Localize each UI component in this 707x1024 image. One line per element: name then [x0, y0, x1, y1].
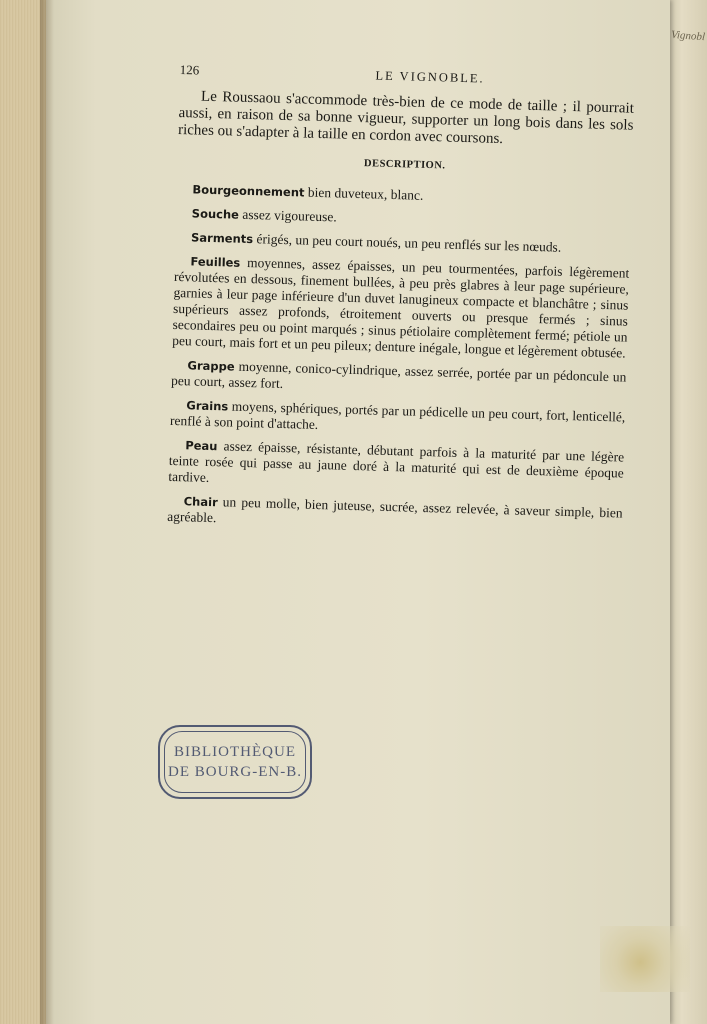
entry-term: Chair	[183, 494, 218, 510]
description-entry	[172, 253, 630, 362]
page-number: 126	[179, 62, 200, 78]
next-page-fragment: Vignobl	[670, 28, 706, 44]
description-entry	[176, 181, 631, 210]
stamp-line-1: BIBLIOTHÈQUE	[174, 744, 296, 760]
description-entry	[175, 229, 630, 258]
entry-term: Souche	[191, 206, 240, 222]
description-entry	[168, 437, 624, 498]
description-entry	[170, 397, 626, 442]
library-stamp	[158, 725, 312, 799]
entry-term: Peau	[185, 438, 218, 454]
entry-text: moyens, sphériques, portés par un pédicelle un peu court, fort, lenticellé, renflé à son point d'attache.	[169, 398, 626, 432]
description-entry	[167, 493, 623, 538]
entry-term: Sarments	[190, 230, 254, 247]
entry-text: bien duveteux, blanc.	[304, 184, 424, 203]
running-title: LE VIGNOBLE.	[375, 68, 485, 86]
stamp-line-2: DE BOURG-EN-B.	[168, 764, 302, 780]
entry-text: érigés, un peu court noués, un peu renflés sur les nœuds.	[252, 231, 562, 255]
intro-paragraph: Le Roussaou s'accommode très-bien de ce mode de taille ; il pourrait aussi, en raison de sa bonne vigueur, supporter un long bois dans les sols riches ou s'adapter à la taille en cordon avec coursons.	[177, 88, 635, 148]
entry-text: moyenne, conico-cylindrique, assez serrée, portée par un pédoncule un peu court, assez fort.	[170, 358, 627, 392]
entry-text: assez vigoureuse.	[238, 206, 337, 225]
entry-text: moyennes, assez épaisses, un peu tourmentées, parfois légèrement révolutées en dessous, finement bullées, à peu près glabres à leur page supérieure, garnies à leur page inférieure d'un duvet lanugineux compacte et blanchâtre ; sinus supérieurs assez profonds, étroitement ouverts ou presque fermés ; sinus secondaires peu ou point marqués ; sinus pétiolaire complètement fermé; pétiole un peu court, mais fort et un peu pileux; denture inégale, longue et légèrement obtusée.	[172, 254, 630, 361]
spine-shadow	[40, 0, 54, 1024]
description-entry	[176, 205, 631, 234]
entry-term: Grains	[186, 398, 229, 414]
entry-term: Bourgeonnement	[192, 182, 305, 200]
corner-blemish	[600, 926, 690, 992]
section-title: DESCRIPTION.	[363, 158, 446, 172]
entry-text: assez épaisse, résistante, débutant parfois à la maturité par une légère teinte rosée qui passe au jaune doré à la maturité qui est de deuxième époque tardive.	[168, 438, 625, 485]
entry-term: Grappe	[187, 358, 235, 374]
next-page-edge	[665, 0, 707, 1024]
description-entry	[171, 357, 627, 402]
entry-text: un peu molle, bien juteuse, sucrée, assez relevée, à saveur simple, bien agréable.	[167, 494, 623, 526]
page-text-block	[167, 62, 635, 546]
entry-term: Feuilles	[190, 254, 241, 270]
